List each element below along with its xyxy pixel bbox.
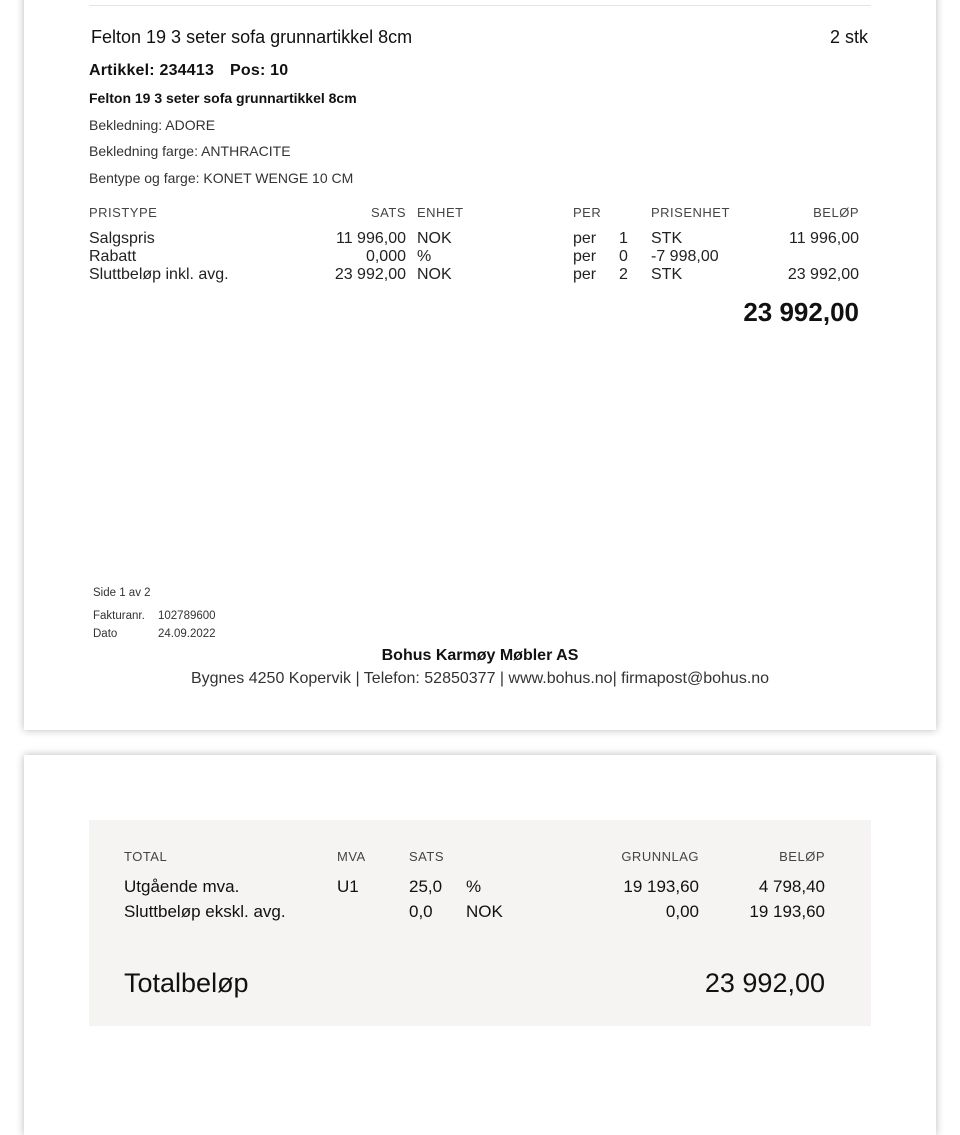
- summary-row-vat-amount: 4 798,40: [758, 877, 825, 896]
- header-per: PER: [573, 205, 602, 220]
- header-sats: SATS: [371, 205, 406, 220]
- vat-summary-box: [89, 820, 871, 1026]
- position-number: Pos: 10: [230, 62, 289, 79]
- row-salgspris-unit: NOK: [417, 230, 452, 247]
- description-title: Felton 19 3 seter sofa grunnartikkel 8cm: [89, 90, 357, 106]
- invoice-number: 102789600: [158, 610, 216, 622]
- summary-header-sats: SATS: [409, 849, 444, 864]
- summary-row-vat-label: Utgående mva.: [124, 877, 240, 896]
- page-number: Side 1 av 2: [93, 587, 151, 599]
- summary-row-excl-amount: 19 193,60: [749, 902, 825, 921]
- row-rabatt-rate: 0,000: [365, 248, 406, 265]
- row-rabatt-per: per: [573, 248, 597, 265]
- row-sluttbelop-amount: 23 992,00: [787, 266, 859, 283]
- summary-row-excl-unit: NOK: [466, 902, 503, 921]
- invoice-page-1: [24, 0, 936, 730]
- date-label: Dato: [93, 628, 118, 640]
- summary-header-total: TOTAL: [124, 849, 168, 864]
- summary-row-vat-rate: 25,0: [409, 877, 443, 896]
- summary-row-excl-rate: 0,0: [409, 902, 433, 921]
- invoice-number-label: Fakturanr.: [93, 610, 145, 622]
- row-salgspris-per-qty: 1: [619, 230, 628, 247]
- top-divider: [89, 5, 871, 6]
- row-salgspris-type: Salgspris: [89, 230, 155, 247]
- summary-header-mva: MVA: [337, 849, 366, 864]
- summary-row-vat-code: U1: [337, 877, 359, 896]
- summary-row-excl-base: 0,00: [665, 902, 699, 921]
- summary-row-excl-label: Sluttbeløp ekskl. avg.: [124, 902, 286, 921]
- row-rabatt-unit: %: [417, 248, 432, 265]
- row-sluttbelop-per: per: [573, 266, 597, 283]
- product-quantity: 2 stk: [829, 27, 868, 47]
- product-title: Felton 19 3 seter sofa grunnartikkel 8cm: [91, 27, 413, 47]
- attribute-upholstery-color: Bekledning farge: ANTHRACITE: [89, 143, 291, 159]
- company-contact: Bygnes 4250 Kopervik | Telefon: 52850377 | www.bohus.no| firmapost@bohus.no: [190, 670, 770, 687]
- row-sluttbelop-rate: 23 992,00: [334, 266, 406, 283]
- row-salgspris-amount: 11 996,00: [789, 230, 859, 247]
- row-rabatt-per-qty: 0: [619, 248, 628, 265]
- summary-row-vat-unit: %: [466, 877, 482, 896]
- header-prisenhet: PRISENHET: [651, 205, 730, 220]
- article-number: Artikkel: 234413: [89, 62, 215, 79]
- grand-total-label: Totalbeløp: [124, 968, 249, 998]
- attribute-leg-type: Bentype og farge: KONET WENGE 10 CM: [89, 170, 354, 186]
- summary-row-vat-base: 19 193,60: [623, 877, 699, 896]
- header-pristype: PRISTYPE: [89, 205, 158, 220]
- row-sluttbelop-unit: NOK: [417, 266, 452, 283]
- summary-header-grunnlag: GRUNNLAG: [621, 849, 699, 864]
- grand-total-value: 23 992,00: [704, 968, 825, 998]
- header-belop: BELØP: [813, 205, 859, 220]
- header-enhet: ENHET: [417, 205, 464, 220]
- row-rabatt-type: Rabatt: [89, 248, 137, 265]
- line-total: 23 992,00: [743, 297, 859, 327]
- row-salgspris-price-unit: STK: [651, 230, 683, 247]
- row-sluttbelop-type: Sluttbeløp inkl. avg.: [89, 266, 229, 283]
- row-sluttbelop-price-unit: STK: [651, 266, 683, 283]
- summary-header-belop: BELØP: [779, 849, 825, 864]
- attribute-upholstery: Bekledning: ADORE: [89, 117, 216, 133]
- row-salgspris-rate: 11 996,00: [336, 230, 406, 247]
- invoice-date: 24.09.2022: [158, 628, 216, 640]
- row-rabatt-price-unit: -7 998,00: [651, 248, 719, 265]
- company-name: Bohus Karmøy Møbler AS: [381, 647, 579, 664]
- row-sluttbelop-per-qty: 2: [619, 266, 628, 283]
- invoice-page-2: [24, 755, 936, 1135]
- row-salgspris-per: per: [573, 230, 597, 247]
